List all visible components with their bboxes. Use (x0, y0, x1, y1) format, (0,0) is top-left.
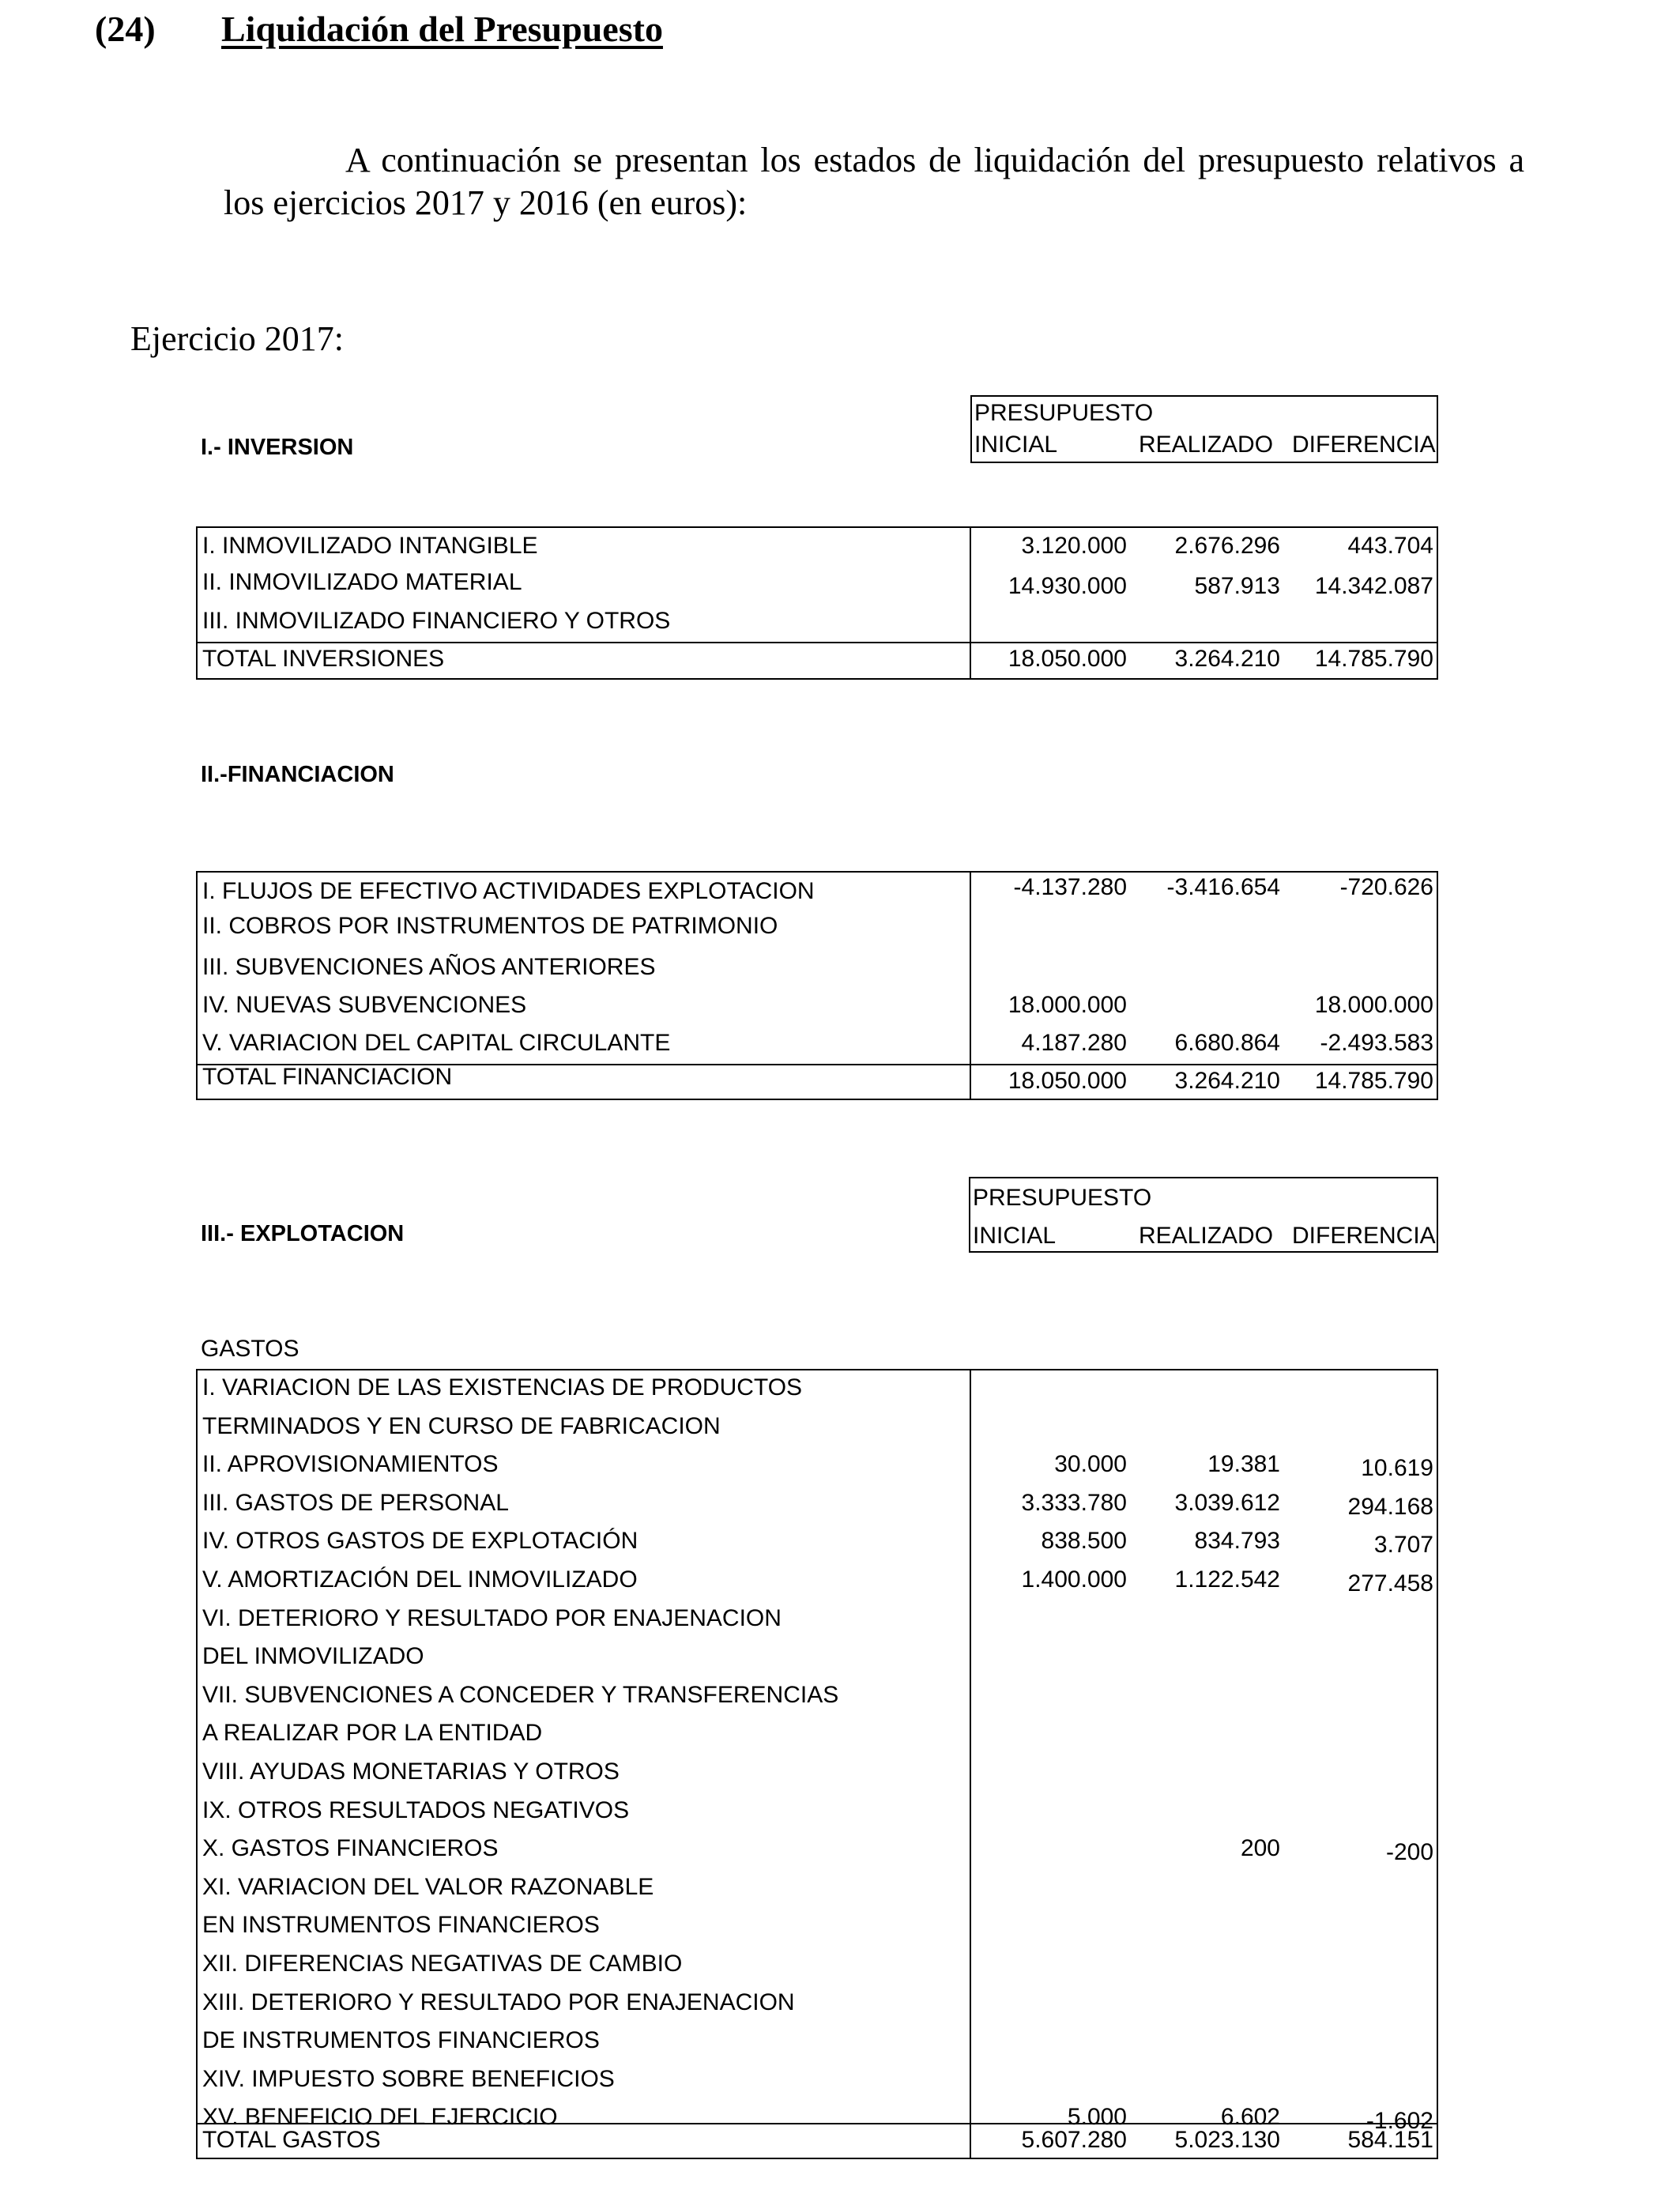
row-label: XIV. IMPUESTO SOBRE BENEFICIOS (202, 2065, 615, 2092)
row-label: XV. BENEFICIO DEL EJERCICIO (202, 2104, 558, 2131)
table-row (198, 1027, 1437, 1062)
inversion-column-header (970, 395, 1438, 463)
table-row (198, 1372, 1437, 1407)
value-inicial: 3.333.780 (1021, 1489, 1127, 1516)
value-inicial: 14.930.000 (1008, 573, 1127, 599)
header-presupuesto: PRESUPUESTO (973, 1185, 1152, 1211)
inversion-table (196, 526, 1438, 680)
row-label: IV. NUEVAS SUBVENCIONES (202, 992, 527, 1018)
value-realizado: 6.602 (1220, 2104, 1280, 2131)
header-realizado: REALIZADO (1139, 432, 1274, 458)
total-row (198, 643, 1437, 678)
row-label: A REALIZAR POR LA ENTIDAD (202, 1720, 543, 1747)
explotacion-column-header (969, 1177, 1438, 1253)
row-label: VIII. AYUDAS MONETARIAS Y OTROS (202, 1759, 620, 1785)
gastos-table (196, 1369, 1438, 2159)
value-diferencia: 14.342.087 (1314, 573, 1433, 599)
table-row (198, 1833, 1437, 1868)
row-label: DE INSTRUMENTOS FINANCIEROS (202, 2027, 600, 2054)
table-row (198, 1948, 1437, 1983)
row-label: II. INMOVILIZADO MATERIAL (202, 569, 522, 595)
table-row (198, 1872, 1437, 1906)
value-inicial: 30.000 (1054, 1451, 1127, 1478)
row-label: I. INMOVILIZADO INTANGIBLE (202, 533, 538, 559)
total-inicial: 18.050.000 (1008, 646, 1127, 672)
table-row (198, 1756, 1437, 1791)
header-diferencia: DIFERENCIA (1292, 432, 1436, 458)
financiacion-table (196, 871, 1438, 1100)
exercise-label: Ejercicio 2017: (130, 319, 345, 358)
row-label: IX. OTROS RESULTADOS NEGATIVOS (202, 1796, 630, 1823)
value-realizado: 19.381 (1207, 1451, 1280, 1478)
total-inicial: 5.607.280 (1021, 2127, 1127, 2153)
value-inicial: 838.500 (1041, 1528, 1127, 1555)
table-row (198, 1525, 1437, 1560)
value-diferencia: -2.493.583 (1320, 1030, 1433, 1056)
value-inicial: 1.400.000 (1021, 1566, 1127, 1593)
value-diferencia: 277.458 (1347, 1570, 1433, 1596)
value-diferencia: -200 (1385, 1839, 1433, 1866)
table-row (198, 2025, 1437, 2060)
table-row (198, 990, 1437, 1024)
table-row (198, 1564, 1437, 1599)
row-label: I. VARIACION DE LAS EXISTENCIAS DE PRODUCTOS (202, 1374, 803, 1400)
table-row (198, 1641, 1437, 1676)
table-row (198, 2064, 1437, 2098)
table-row (198, 952, 1437, 986)
table-row (198, 1987, 1437, 2022)
row-label: XIII. DETERIORO Y RESULTADO POR ENAJENACION (202, 1989, 795, 2015)
total-row (198, 1065, 1437, 1100)
table-row (198, 1487, 1437, 1522)
row-label: IV. OTROS GASTOS DE EXPLOTACIÓN (202, 1528, 638, 1555)
total-label: TOTAL FINANCIACION (202, 1064, 453, 1090)
row-label: VI. DETERIORO Y RESULTADO POR ENAJENACION (202, 1604, 782, 1631)
table-row (198, 910, 1437, 945)
total-diferencia: 14.785.790 (1314, 646, 1433, 672)
table-row (198, 1717, 1437, 1752)
value-inicial: 18.000.000 (1008, 992, 1127, 1018)
total-diferencia: 14.785.790 (1314, 1068, 1433, 1094)
total-inicial: 18.050.000 (1008, 1068, 1127, 1094)
table-row (198, 1795, 1437, 1830)
row-label: III. GASTOS DE PERSONAL (202, 1489, 509, 1516)
row-label: X. GASTOS FINANCIEROS (202, 1835, 499, 1862)
value-inicial: 4.187.280 (1021, 1030, 1127, 1056)
table-row (198, 1449, 1437, 1483)
value-realizado: 1.122.542 (1174, 1566, 1280, 1593)
row-label: TERMINADOS Y EN CURSO DE FABRICACION (202, 1412, 721, 1439)
value-inicial: 3.120.000 (1021, 533, 1127, 559)
total-label: TOTAL GASTOS (202, 2127, 381, 2153)
total-realizado: 3.264.210 (1174, 1068, 1280, 1094)
value-diferencia: -720.626 (1339, 874, 1433, 900)
row-label: II. COBROS POR INSTRUMENTOS DE PATRIMONIO (202, 913, 778, 939)
value-realizado: -3.416.654 (1166, 874, 1280, 900)
value-realizado: 834.793 (1194, 1528, 1280, 1555)
value-realizado: 6.680.864 (1174, 1030, 1280, 1056)
total-realizado: 5.023.130 (1174, 2127, 1280, 2153)
table-row (198, 567, 1437, 601)
row-label: EN INSTRUMENTOS FINANCIEROS (202, 1912, 600, 1939)
note-number: (24) (95, 9, 156, 49)
value-diferencia: 18.000.000 (1314, 992, 1433, 1018)
table-row (198, 1603, 1437, 1638)
row-label: V. VARIACION DEL CAPITAL CIRCULANTE (202, 1030, 671, 1056)
row-label: II. APROVISIONAMIENTOS (202, 1451, 499, 1478)
value-realizado: 200 (1240, 1835, 1280, 1862)
header-realizado: REALIZADO (1139, 1223, 1274, 1249)
value-realizado: 587.913 (1194, 573, 1280, 599)
header-inicial: INICIAL (974, 432, 1058, 458)
value-diferencia: 443.704 (1347, 533, 1433, 559)
row-label: DEL INMOVILIZADO (202, 1643, 424, 1670)
value-diferencia: 3.707 (1373, 1532, 1433, 1559)
row-label: I. FLUJOS DE EFECTIVO ACTIVIDADES EXPLOTACION (202, 878, 815, 904)
value-realizado: 2.676.296 (1174, 533, 1280, 559)
value-inicial: 5.000 (1067, 2104, 1127, 2131)
value-diferencia: 10.619 (1361, 1455, 1433, 1482)
value-inicial: -4.137.280 (1013, 874, 1127, 900)
value-diferencia: -1.602 (1365, 2108, 1433, 2135)
inversion-title: I.- INVERSION (201, 435, 354, 460)
table-row (198, 605, 1437, 640)
explotacion-title: III.- EXPLOTACION (201, 1221, 405, 1246)
table-row (198, 530, 1437, 565)
row-label: XII. DIFERENCIAS NEGATIVAS DE CAMBIO (202, 1951, 683, 1977)
row-label: XI. VARIACION DEL VALOR RAZONABLE (202, 1873, 654, 1900)
total-row (198, 2124, 1437, 2159)
total-diferencia: 584.151 (1347, 2127, 1433, 2153)
header-presupuesto: PRESUPUESTO (974, 400, 1154, 426)
note-title: Liquidación del Presupuesto (221, 9, 663, 49)
total-label: TOTAL INVERSIONES (202, 646, 445, 672)
header-inicial: INICIAL (973, 1223, 1057, 1249)
table-row (198, 1909, 1437, 1944)
table-row (198, 1411, 1437, 1446)
value-diferencia: 294.168 (1347, 1493, 1433, 1520)
intro-paragraph: A continuación se presentan los estados de liquidación del presupuesto relativos a los ejercicios 2017 y 2016 (en euros): (224, 141, 1524, 222)
gastos-label: GASTOS (201, 1336, 299, 1362)
value-realizado: 3.039.612 (1174, 1489, 1280, 1516)
header-diferencia: DIFERENCIA (1292, 1223, 1436, 1249)
table-row (198, 1679, 1437, 1714)
row-label: VII. SUBVENCIONES A CONCEDER Y TRANSFERENCIAS (202, 1681, 839, 1708)
table-row (198, 876, 1437, 910)
row-label: V. AMORTIZACIÓN DEL INMOVILIZADO (202, 1566, 638, 1593)
total-realizado: 3.264.210 (1174, 646, 1280, 672)
row-label: III. SUBVENCIONES AÑOS ANTERIORES (202, 954, 656, 980)
row-label: III. INMOVILIZADO FINANCIERO Y OTROS (202, 608, 671, 634)
financiacion-title: II.-FINANCIACION (201, 762, 394, 787)
